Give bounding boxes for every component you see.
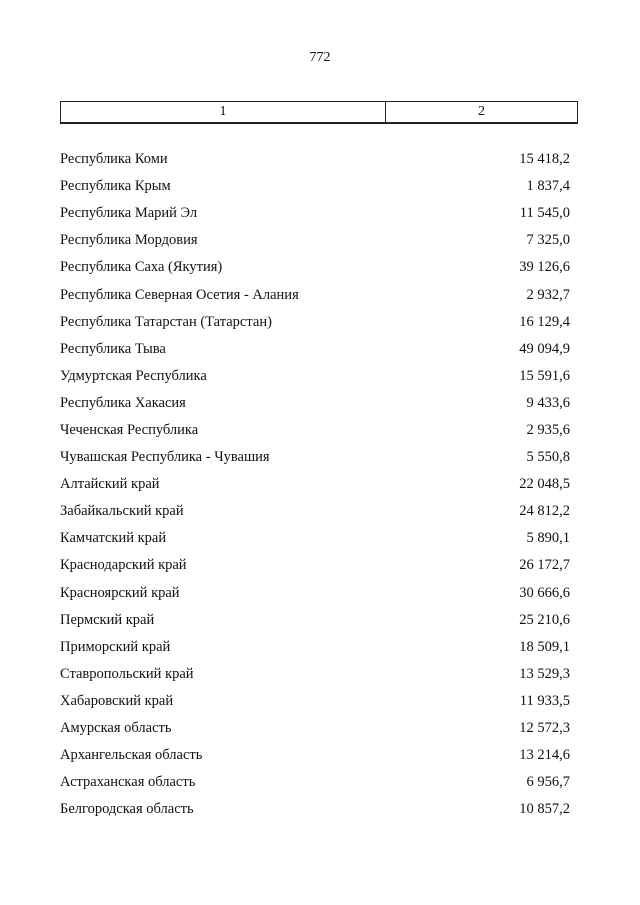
table-row [60,634,570,661]
table-row [60,498,570,525]
region-name: Республика Северная Осетия - Алания [60,286,299,303]
table-row [60,309,570,336]
region-value: 39 126,6 [519,259,570,276]
region-name: Приморский край [60,638,171,655]
table-row [60,688,570,715]
region-value: 25 210,6 [519,611,570,628]
table-header [60,101,578,124]
region-value: 18 509,1 [519,638,570,655]
column-header-1: 1 [61,102,386,122]
table-row [60,173,570,200]
column-header-2: 2 [478,104,485,119]
region-name: Ставропольский край [60,665,194,682]
region-value: 11 933,5 [519,692,570,709]
region-name: Республика Хакасия [60,394,186,411]
region-name: Республика Марий Эл [60,205,198,222]
region-name: Камчатский край [60,530,167,547]
region-value: 5 550,8 [526,449,570,466]
table-row [60,552,570,579]
table-row [60,607,570,634]
region-value: 15 591,6 [519,367,570,384]
table-row [60,254,570,281]
region-name: Белгородская область [60,801,194,818]
region-name: Пермский край [60,611,155,628]
region-name: Астраханская область [60,774,196,791]
region-value: 10 857,2 [519,801,570,818]
region-value: 5 890,1 [526,530,570,547]
page-number: 772 [309,50,331,65]
table-row [60,580,570,607]
table-row [60,146,570,173]
region-value: 16 129,4 [519,313,570,330]
region-value: 24 812,2 [519,503,570,520]
region-value: 49 094,9 [519,340,570,357]
region-name: Республика Коми [60,151,168,168]
region-value: 2 935,6 [526,421,570,438]
region-value: 13 529,3 [519,665,570,682]
region-value: 11 545,0 [519,205,570,222]
table-row [60,444,570,471]
table-row [60,471,570,498]
table-row [60,200,570,227]
table-row [60,661,570,688]
region-name: Красноярский край [60,584,180,601]
region-value: 15 418,2 [519,151,570,168]
region-name: Республика Мордовия [60,232,198,249]
region-name: Алтайский край [60,476,160,493]
table-row [60,336,570,363]
region-list [60,146,570,823]
region-value: 9 433,6 [526,394,570,411]
region-name: Краснодарский край [60,557,187,574]
region-value: 12 572,3 [519,720,570,737]
table-row [60,390,570,417]
table-row [60,796,570,823]
table-row [60,281,570,308]
region-value: 26 172,7 [519,557,570,574]
table-row [60,715,570,742]
region-name: Удмуртская Республика [60,367,207,384]
region-value: 2 932,7 [526,286,570,303]
region-value: 30 666,6 [519,584,570,601]
region-value: 6 956,7 [526,774,570,791]
table-row [60,742,570,769]
region-name: Чеченская Республика [60,421,199,438]
region-name: Хабаровский край [60,692,174,709]
table-row [60,227,570,254]
table-row [60,525,570,552]
region-value: 7 325,0 [526,232,570,249]
region-value: 22 048,5 [519,476,570,493]
region-name: Забайкальский край [60,503,184,520]
region-name: Республика Саха (Якутия) [60,259,223,276]
region-name: Архангельская область [60,747,203,764]
table-row [60,769,570,796]
region-name: Республика Тыва [60,340,166,357]
region-value: 13 214,6 [519,747,570,764]
region-name: Республика Татарстан (Татарстан) [60,313,272,330]
region-value: 1 837,4 [526,178,570,195]
region-name: Республика Крым [60,178,171,195]
table-row [60,363,570,390]
table-row [60,417,570,444]
region-name: Амурская область [60,720,172,737]
region-name: Чувашская Республика - Чувашия [60,449,270,466]
